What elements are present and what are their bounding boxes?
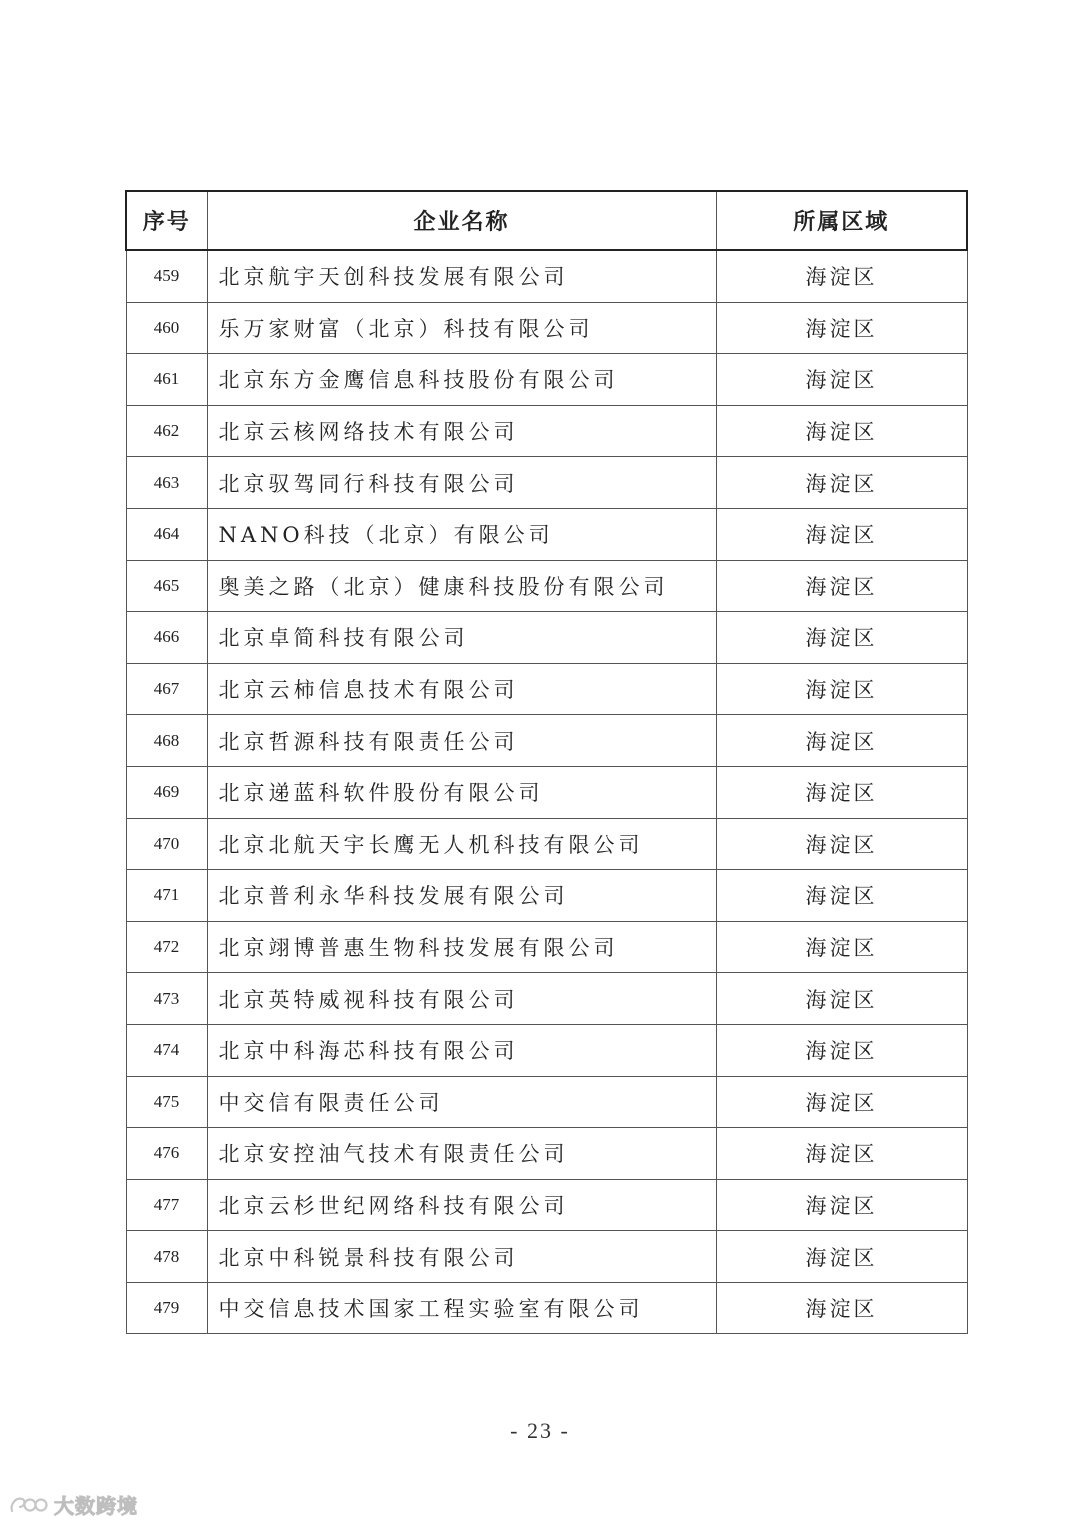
table-body	[126, 250, 967, 1334]
company-name: 北京北航天宇长鹰无人机科技有限公司	[207, 818, 716, 870]
row-number: 472	[126, 921, 207, 973]
table-row	[126, 508, 967, 560]
row-number: 464	[126, 508, 207, 560]
brand-logo-icon	[8, 1494, 48, 1516]
region: 海淀区	[716, 1231, 967, 1283]
row-number: 470	[126, 818, 207, 870]
region: 海淀区	[716, 508, 967, 560]
table-row	[126, 405, 967, 457]
region: 海淀区	[716, 405, 967, 457]
region: 海淀区	[716, 457, 967, 509]
region: 海淀区	[716, 1179, 967, 1231]
table-row	[126, 1128, 967, 1180]
header-area: 所属区域	[716, 191, 967, 250]
header-company-name: 企业名称	[207, 191, 716, 250]
company-name: 北京安控油气技术有限责任公司	[207, 1128, 716, 1180]
row-number: 465	[126, 560, 207, 612]
table-row	[126, 715, 967, 767]
company-name: 北京卓简科技有限公司	[207, 612, 716, 664]
company-name: 中交信息技术国家工程实验室有限公司	[207, 1282, 716, 1334]
company-name: 北京递蓝科软件股份有限公司	[207, 766, 716, 818]
row-number: 471	[126, 870, 207, 922]
company-name: 北京东方金鹰信息科技股份有限公司	[207, 354, 716, 406]
table-row	[126, 1024, 967, 1076]
region: 海淀区	[716, 973, 967, 1025]
row-number: 474	[126, 1024, 207, 1076]
row-number: 475	[126, 1076, 207, 1128]
table-row	[126, 457, 967, 509]
row-number: 469	[126, 766, 207, 818]
watermark	[8, 1490, 138, 1519]
row-number: 463	[126, 457, 207, 509]
table-row	[126, 921, 967, 973]
company-name: 北京中科锐景科技有限公司	[207, 1231, 716, 1283]
table-row	[126, 612, 967, 664]
table-row	[126, 354, 967, 406]
header-no: 序号	[126, 191, 207, 250]
row-number: 473	[126, 973, 207, 1025]
table-row	[126, 973, 967, 1025]
row-number: 479	[126, 1282, 207, 1334]
watermark-text: 大数跨境	[54, 1494, 138, 1518]
company-name: 奥美之路（北京）健康科技股份有限公司	[207, 560, 716, 612]
company-name: NANO科技（北京）有限公司	[207, 508, 716, 560]
region: 海淀区	[716, 663, 967, 715]
row-number: 477	[126, 1179, 207, 1231]
page-number: - 23 -	[510, 1418, 570, 1443]
region: 海淀区	[716, 1128, 967, 1180]
table-row	[126, 663, 967, 715]
table-row	[126, 302, 967, 354]
region: 海淀区	[716, 612, 967, 664]
region: 海淀区	[716, 870, 967, 922]
region: 海淀区	[716, 354, 967, 406]
row-number: 462	[126, 405, 207, 457]
region: 海淀区	[716, 715, 967, 767]
company-name: 北京云核网络技术有限公司	[207, 405, 716, 457]
table-row	[126, 1076, 967, 1128]
table-row	[126, 560, 967, 612]
region: 海淀区	[716, 766, 967, 818]
region: 海淀区	[716, 1076, 967, 1128]
region: 海淀区	[716, 1282, 967, 1334]
company-name: 北京哲源科技有限责任公司	[207, 715, 716, 767]
table-row	[126, 250, 967, 302]
row-number: 459	[126, 250, 207, 302]
table-row	[126, 1179, 967, 1231]
company-name: 中交信有限责任公司	[207, 1076, 716, 1128]
region: 海淀区	[716, 921, 967, 973]
row-number: 466	[126, 612, 207, 664]
company-name: 北京驭驾同行科技有限公司	[207, 457, 716, 509]
company-list-table	[125, 190, 968, 1334]
region: 海淀区	[716, 560, 967, 612]
region: 海淀区	[716, 1024, 967, 1076]
table-header	[126, 191, 967, 250]
company-name: 乐万家财富（北京）科技有限公司	[207, 302, 716, 354]
row-number: 460	[126, 302, 207, 354]
row-number: 468	[126, 715, 207, 767]
company-name: 北京航宇天创科技发展有限公司	[207, 250, 716, 302]
table-row	[126, 818, 967, 870]
table-row	[126, 766, 967, 818]
table-row	[126, 1231, 967, 1283]
company-name: 北京云柿信息技术有限公司	[207, 663, 716, 715]
company-name: 北京中科海芯科技有限公司	[207, 1024, 716, 1076]
header-row	[126, 191, 967, 250]
region: 海淀区	[716, 302, 967, 354]
row-number: 476	[126, 1128, 207, 1180]
company-name: 北京云杉世纪网络科技有限公司	[207, 1179, 716, 1231]
row-number: 467	[126, 663, 207, 715]
company-name: 北京英特威视科技有限公司	[207, 973, 716, 1025]
company-name: 北京普利永华科技发展有限公司	[207, 870, 716, 922]
row-number: 461	[126, 354, 207, 406]
table-row	[126, 1282, 967, 1334]
company-name: 北京翊博普惠生物科技发展有限公司	[207, 921, 716, 973]
region: 海淀区	[716, 818, 967, 870]
row-number: 478	[126, 1231, 207, 1283]
table-row	[126, 870, 967, 922]
region: 海淀区	[716, 250, 967, 302]
